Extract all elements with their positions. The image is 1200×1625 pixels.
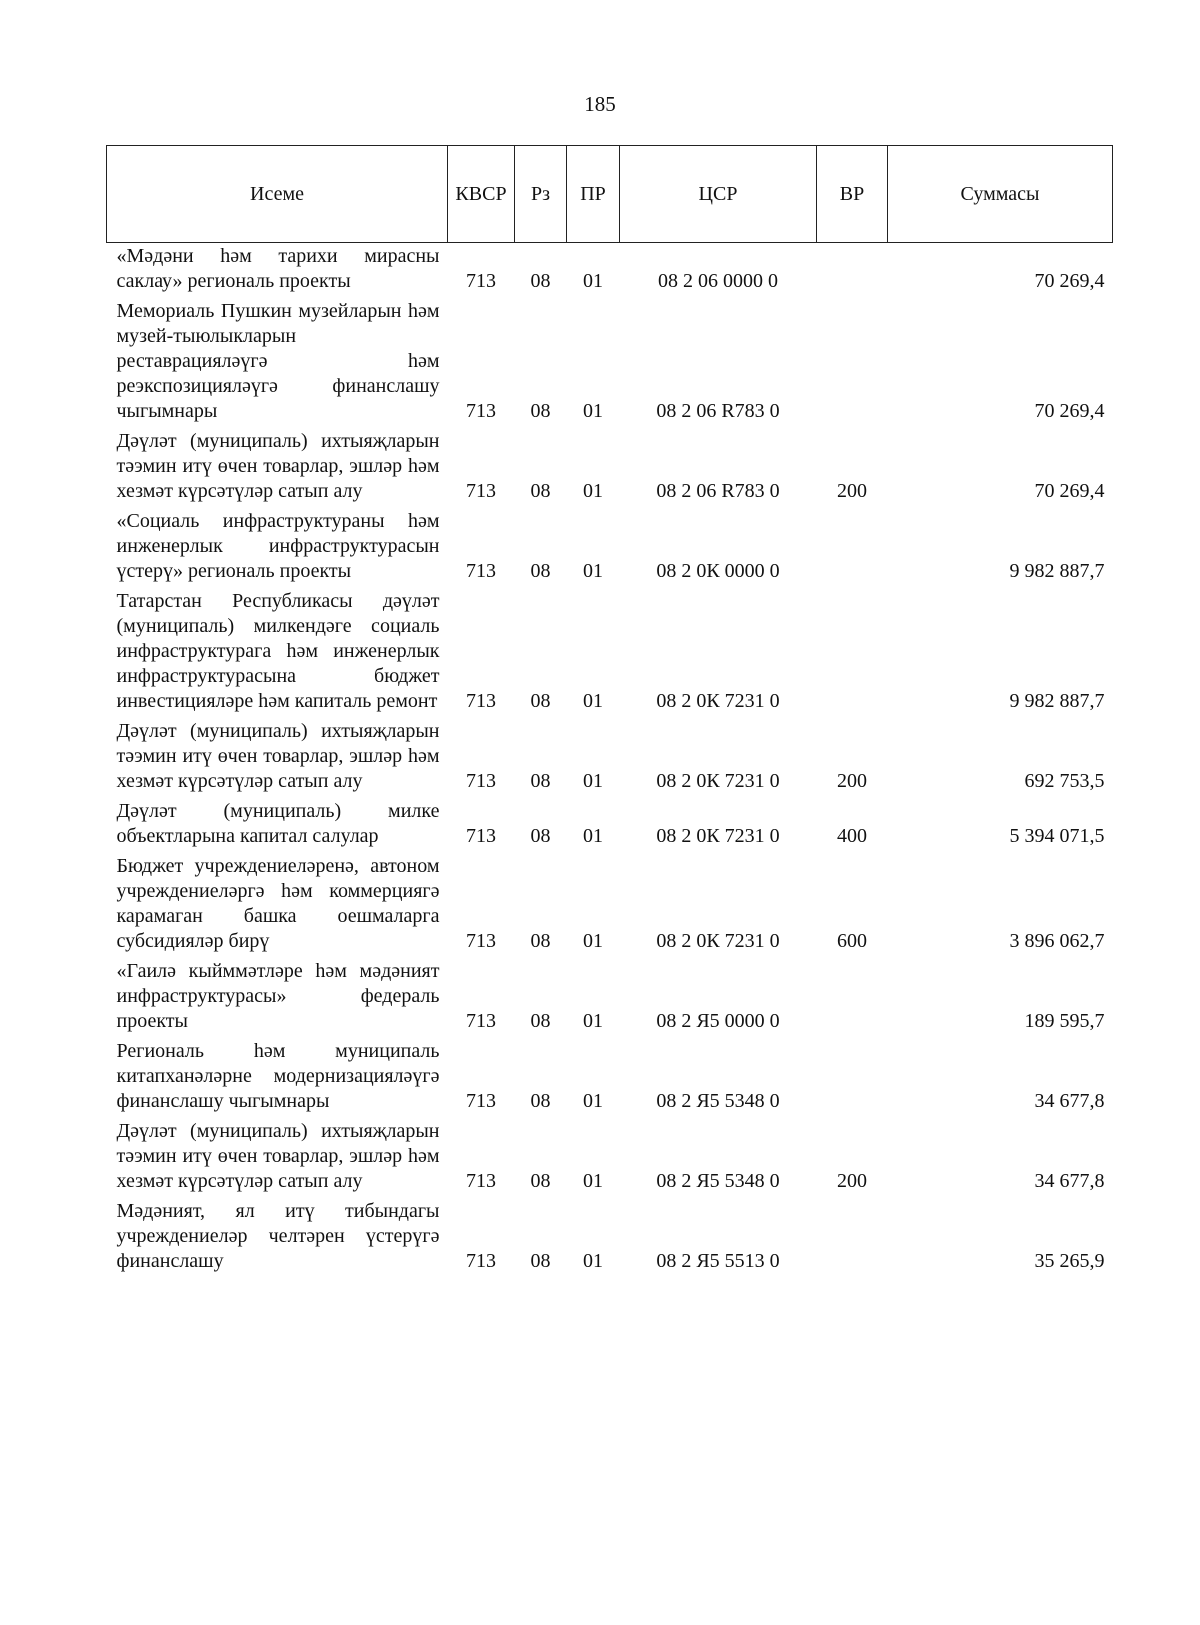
- row-name: «Социаль инфраструктураны һәм инженерлык инфраструктурасын үстерү» региональ проекты: [116, 510, 440, 582]
- header-kvsr: КВСР: [448, 146, 515, 243]
- row-rz: 08: [530, 930, 551, 952]
- row-kvsr: 713: [466, 480, 496, 502]
- row-vr: 400: [837, 825, 867, 847]
- row-kvsr: 713: [466, 1170, 496, 1192]
- table-row: [107, 243, 1113, 299]
- row-sum: 9 982 887,7: [1009, 560, 1105, 582]
- row-pr: 01: [583, 560, 603, 582]
- table-header-row: [107, 146, 1113, 243]
- row-name: Татарстан Республикасы дәүләт (муниципаль) милкендәге социаль инфраструктурага һәм инженерлык инфраструктурасына бюджет инвестицияләре һәм капиталь ремонт: [116, 590, 440, 712]
- table-row: [107, 1198, 1113, 1278]
- row-name: Дәүләт (муниципаль) ихтыяҗларын тәэмин итү өчен товарлар, эшләр һәм хезмәт күрсәтүләр сатып алу: [116, 720, 440, 792]
- row-name: Дәүләт (муниципаль) ихтыяҗларын тәэмин итү өчен товарлар, эшләр һәм хезмәт күрсәтүләр сатып алу: [116, 430, 440, 502]
- row-kvsr: 713: [466, 690, 496, 712]
- row-name: Дәүләт (муниципаль) милке объектларына капитал салулар: [116, 800, 440, 847]
- row-rz: 08: [530, 690, 551, 712]
- row-vr: [817, 243, 888, 299]
- row-csr: 08 2 0К 7231 0: [656, 690, 780, 712]
- table-row: [107, 798, 1113, 853]
- row-vr: [817, 1038, 888, 1118]
- row-vr: 200: [837, 480, 867, 502]
- row-rz: 08: [530, 1010, 551, 1032]
- table-row: [107, 1038, 1113, 1118]
- row-vr: [817, 298, 888, 428]
- row-sum: 70 269,4: [1034, 270, 1105, 292]
- row-csr: 08 2 06 R783 0: [656, 480, 780, 502]
- row-vr: 600: [837, 930, 867, 952]
- row-vr: 200: [837, 1170, 867, 1192]
- row-pr: 01: [583, 400, 603, 422]
- row-pr: 01: [583, 270, 603, 292]
- row-pr: 01: [583, 690, 603, 712]
- row-rz: 08: [530, 1170, 551, 1192]
- table-row: [107, 853, 1113, 958]
- row-kvsr: 713: [466, 1090, 496, 1112]
- row-sum: 70 269,4: [1034, 400, 1105, 422]
- row-csr: 08 2 Я5 5348 0: [656, 1170, 780, 1192]
- row-pr: 01: [583, 930, 603, 952]
- row-kvsr: 713: [466, 1250, 496, 1272]
- row-sum: 189 595,7: [1024, 1010, 1105, 1032]
- header-sum: Суммасы: [888, 146, 1113, 243]
- row-rz: 08: [530, 480, 551, 502]
- row-rz: 08: [530, 270, 551, 292]
- row-csr: 08 2 0К 7231 0: [656, 930, 780, 952]
- row-kvsr: 713: [466, 1010, 496, 1032]
- header-pr: ПР: [567, 146, 620, 243]
- row-csr: 08 2 06 0000 0: [658, 270, 778, 292]
- row-pr: 01: [583, 480, 603, 502]
- row-pr: 01: [583, 1090, 603, 1112]
- budget-table: [106, 145, 1113, 1278]
- row-sum: 5 394 071,5: [1009, 825, 1105, 847]
- row-rz: 08: [530, 770, 551, 792]
- table-row: [107, 428, 1113, 508]
- table-row: [107, 958, 1113, 1038]
- row-name: «Мәдәни һәм тарихи мирасны саклау» региональ проекты: [116, 245, 440, 292]
- header-vr: ВР: [817, 146, 888, 243]
- row-sum: 692 753,5: [1024, 770, 1105, 792]
- row-name: Мемориаль Пушкин музейларын һәм музей-тыюлыкларын реставрацияләүгә һәм реэкспозицияләүгә финанслашу чыгымнары: [116, 300, 440, 422]
- row-csr: 08 2 0К 7231 0: [656, 770, 780, 792]
- row-rz: 08: [530, 1090, 551, 1112]
- row-rz: 08: [530, 1250, 551, 1272]
- row-vr: [817, 958, 888, 1038]
- table-row: [107, 508, 1113, 588]
- row-name: Мәдәният, ял итү тибындагы учреждениеләр челтәрен үстерүгә финанслашу: [116, 1200, 440, 1272]
- row-vr: [817, 508, 888, 588]
- row-rz: 08: [530, 825, 551, 847]
- table-row: [107, 1118, 1113, 1198]
- row-kvsr: 713: [466, 930, 496, 952]
- row-sum: 3 896 062,7: [1009, 930, 1105, 952]
- row-pr: 01: [583, 1170, 603, 1192]
- row-kvsr: 713: [466, 770, 496, 792]
- row-rz: 08: [530, 560, 551, 582]
- row-csr: 08 2 0К 0000 0: [656, 560, 780, 582]
- header-csr: ЦСР: [620, 146, 817, 243]
- row-vr: [817, 1198, 888, 1278]
- table-row: [107, 718, 1113, 798]
- row-pr: 01: [583, 1010, 603, 1032]
- row-name: Бюджет учреждениеләренә, автоном учреждениеләргә һәм коммерциягә карамаган башка оешмаларга субсидияләр бирү: [116, 855, 440, 952]
- table-row: [107, 588, 1113, 718]
- row-csr: 08 2 Я5 0000 0: [656, 1010, 780, 1032]
- row-sum: 34 677,8: [1034, 1170, 1105, 1192]
- header-name: Исеме: [107, 146, 448, 243]
- row-name: Дәүләт (муниципаль) ихтыяҗларын тәэмин итү өчен товарлар, эшләр һәм хезмәт күрсәтүләр сатып алу: [116, 1120, 440, 1192]
- row-sum: 9 982 887,7: [1009, 690, 1105, 712]
- row-vr: 200: [837, 770, 867, 792]
- row-sum: 70 269,4: [1034, 480, 1105, 502]
- row-csr: 08 2 Я5 5513 0: [656, 1250, 780, 1272]
- row-rz: 08: [530, 400, 551, 422]
- header-rz: Рз: [515, 146, 567, 243]
- row-pr: 01: [583, 1250, 603, 1272]
- row-sum: 34 677,8: [1034, 1090, 1105, 1112]
- row-vr: [817, 588, 888, 718]
- row-pr: 01: [583, 770, 603, 792]
- row-csr: 08 2 0К 7231 0: [656, 825, 780, 847]
- row-csr: 08 2 06 R783 0: [656, 400, 780, 422]
- row-sum: 35 265,9: [1034, 1250, 1105, 1272]
- page-number: 185: [584, 92, 616, 116]
- row-kvsr: 713: [466, 825, 496, 847]
- row-kvsr: 713: [466, 270, 496, 292]
- table-row: [107, 298, 1113, 428]
- row-csr: 08 2 Я5 5348 0: [656, 1090, 780, 1112]
- row-pr: 01: [583, 825, 603, 847]
- row-kvsr: 713: [466, 560, 496, 582]
- row-kvsr: 713: [466, 400, 496, 422]
- row-name: «Гаилә кыйммәтләре һәм мәдәният инфраструктурасы» федераль проекты: [116, 960, 440, 1032]
- row-name: Региональ һәм муниципаль китапханәләрне модернизацияләүгә финанслашу чыгымнары: [116, 1040, 440, 1112]
